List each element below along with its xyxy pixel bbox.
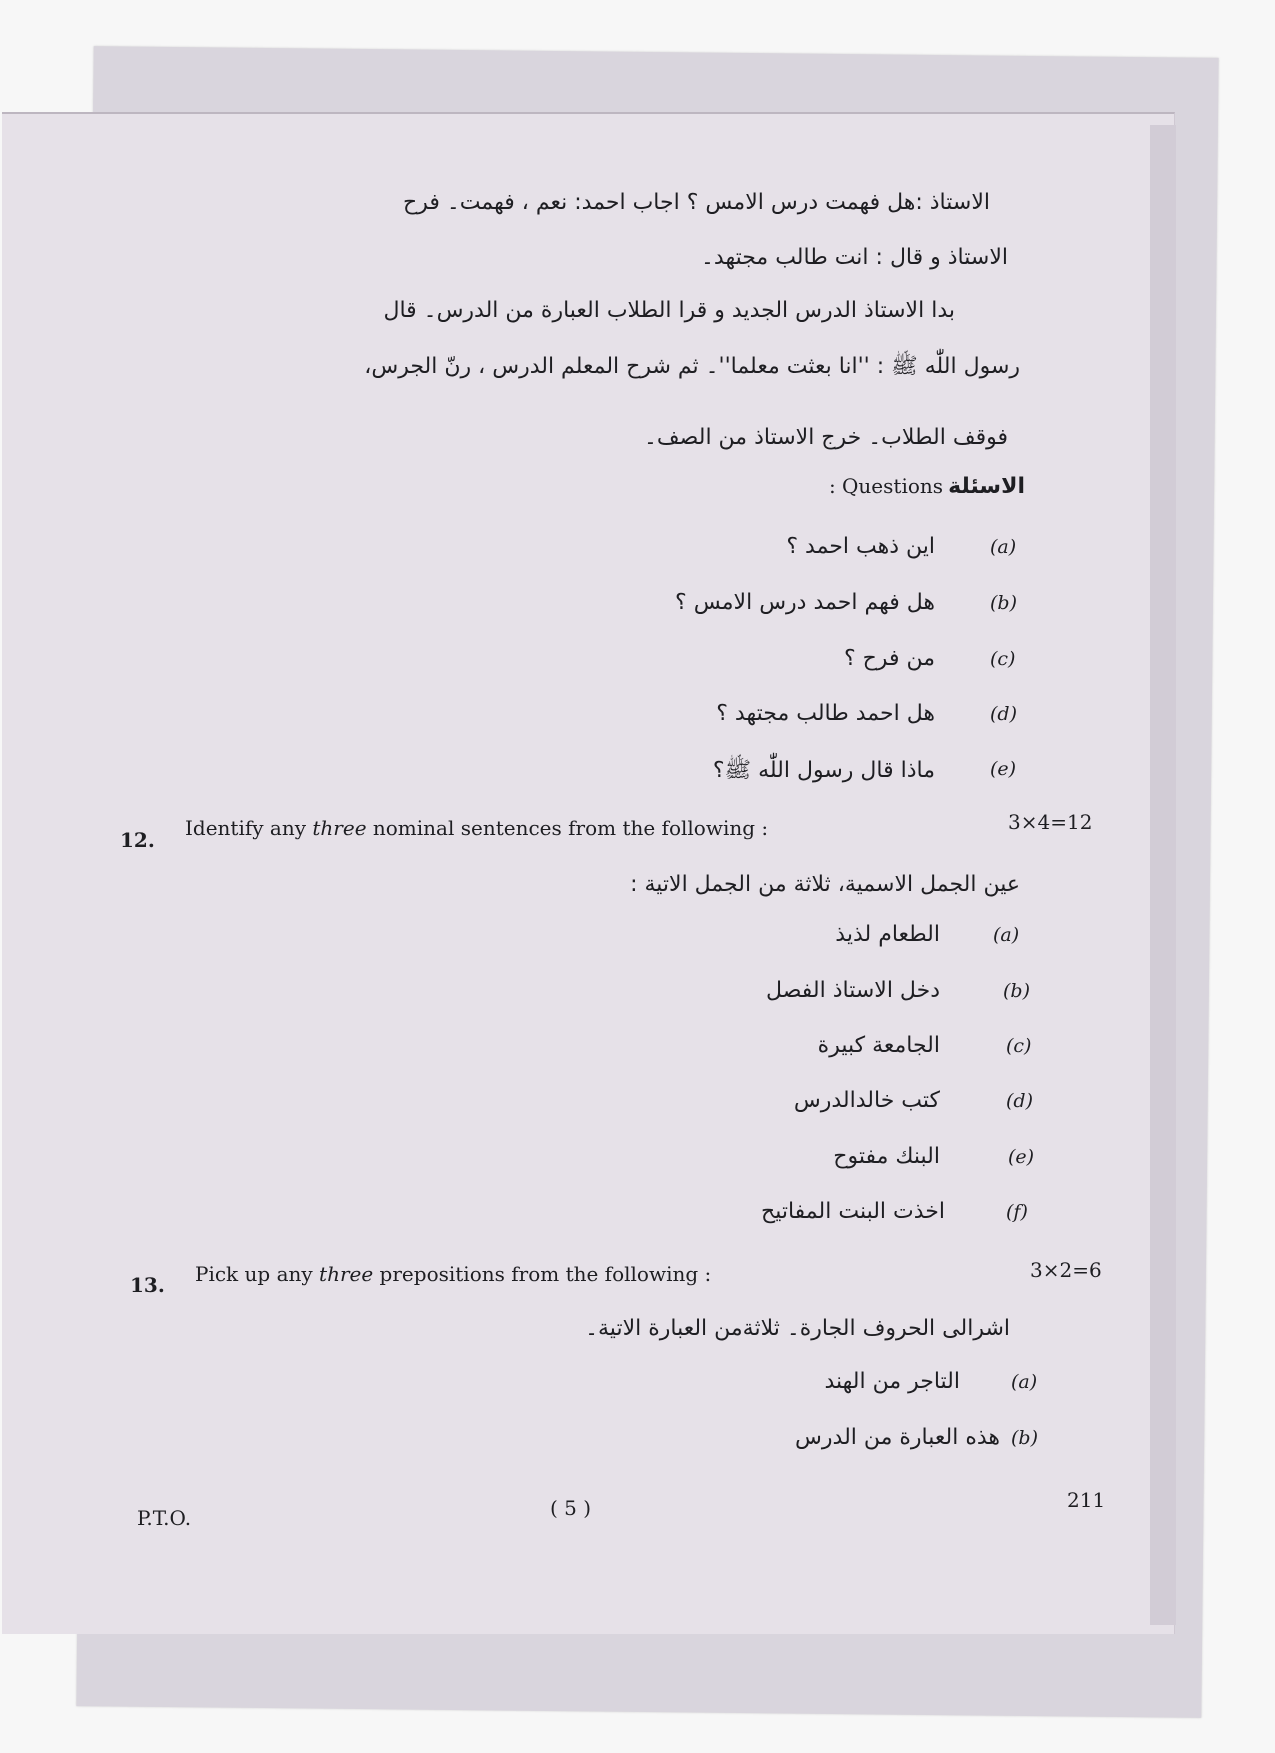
q12-item-f-text: اخذت البنت المفاتيح [761, 1199, 945, 1224]
page-edge [1150, 125, 1176, 1625]
q13-item-b-label: (b) [1011, 1427, 1038, 1449]
q13-prompt-post: prepositions from the following : [373, 1262, 712, 1286]
passage-line-2: الاستاذ و قال : انت طالب مجتهد۔ [701, 245, 1008, 270]
q11-item-e-label: (e) [990, 758, 1017, 780]
q13-item-a-label: (a) [1011, 1371, 1038, 1393]
q13-marks: 3×2=6 [1030, 1258, 1102, 1282]
q12-item-b-text: دخل الاستاذ الفصل [766, 978, 940, 1003]
questions-heading-en: : Questions [828, 474, 944, 498]
q12-item-b-label: (b) [1003, 980, 1030, 1002]
passage-line-3: بدا الاستاذ الدرس الجديد و قرا الطلاب العبارة من الدرس۔ قال [383, 298, 955, 323]
q12-item-e-label: (e) [1008, 1146, 1035, 1168]
q12-item-d-label: (d) [1006, 1090, 1033, 1112]
q12-number: 12. [120, 828, 155, 852]
paper-code: 211 [1067, 1488, 1106, 1512]
q13-item-b-text: هذه العبارة من الدرس [795, 1425, 1000, 1450]
footer-pto: P.T.O. [137, 1506, 192, 1530]
questions-heading-ar: الاسئلة [948, 474, 1025, 499]
q12-marks: 3×4=12 [1008, 810, 1093, 834]
q12-item-c-label: (c) [1006, 1035, 1032, 1057]
q11-item-b-text: هل فهم احمد درس الامس ؟ [675, 590, 935, 615]
q11-item-e-text: ماذا قال رسول اللّٰه ﷺ؟ [712, 758, 935, 783]
q13-item-a-text: التاجر من الهند [824, 1369, 960, 1394]
q13-arabic-prompt: اشرالى الحروف الجارة۔ ثلاثةمن العبارة الاتية۔ [585, 1316, 1010, 1341]
q12-prompt-pre: Identify any [185, 816, 313, 840]
q12-prompt-post: nominal sentences from the following : [366, 816, 769, 840]
page-number: ( 5 ) [550, 1496, 592, 1520]
q12-item-d-text: كتب خالدالدرس [793, 1088, 940, 1113]
passage-line-4: رسول اللّٰه ﷺ : ''انا بعثت معلما''۔ ثم شرح المعلم الدرس ، رنّ الجرس، [364, 354, 1020, 379]
q12-prompt-em: three [312, 816, 367, 840]
passage-line-5: فوقف الطلاب۔ خرج الاستاذ من الصف۔ [644, 425, 1008, 450]
q12-item-a-text: الطعام لذيذ [835, 922, 940, 947]
q12-arabic-prompt: عين الجمل الاسمية، ثلاثة من الجمل الاتية : [630, 872, 1020, 897]
q11-item-d-label: (d) [990, 703, 1017, 725]
questions-heading [740, 474, 1025, 499]
q12-item-c-text: الجامعة كبيرة [817, 1033, 940, 1058]
q11-item-a-text: اين ذهب احمد ؟ [786, 534, 935, 559]
q11-item-c-label: (c) [990, 648, 1016, 670]
q12-item-e-text: البنك مفتوح [833, 1144, 940, 1169]
q11-item-a-label: (a) [990, 536, 1017, 558]
q11-item-c-text: من فرح ؟ [843, 646, 935, 671]
q11-item-b-label: (b) [990, 592, 1017, 614]
q12-item-f-label: (f) [1006, 1201, 1028, 1223]
passage-line-1: الاستاذ :هل فهمت درس الامس ؟ اجاب احمد: نعم ، فهمت۔ فرح [403, 190, 990, 215]
q12-prompt [185, 816, 768, 840]
q13-prompt-pre: Pick up any [195, 1262, 320, 1286]
q13-prompt [195, 1262, 711, 1286]
q11-item-d-text: هل احمد طالب مجتهد ؟ [716, 701, 935, 726]
q12-item-a-label: (a) [993, 924, 1020, 946]
q13-prompt-em: three [319, 1262, 374, 1286]
q13-number: 13. [130, 1273, 165, 1297]
